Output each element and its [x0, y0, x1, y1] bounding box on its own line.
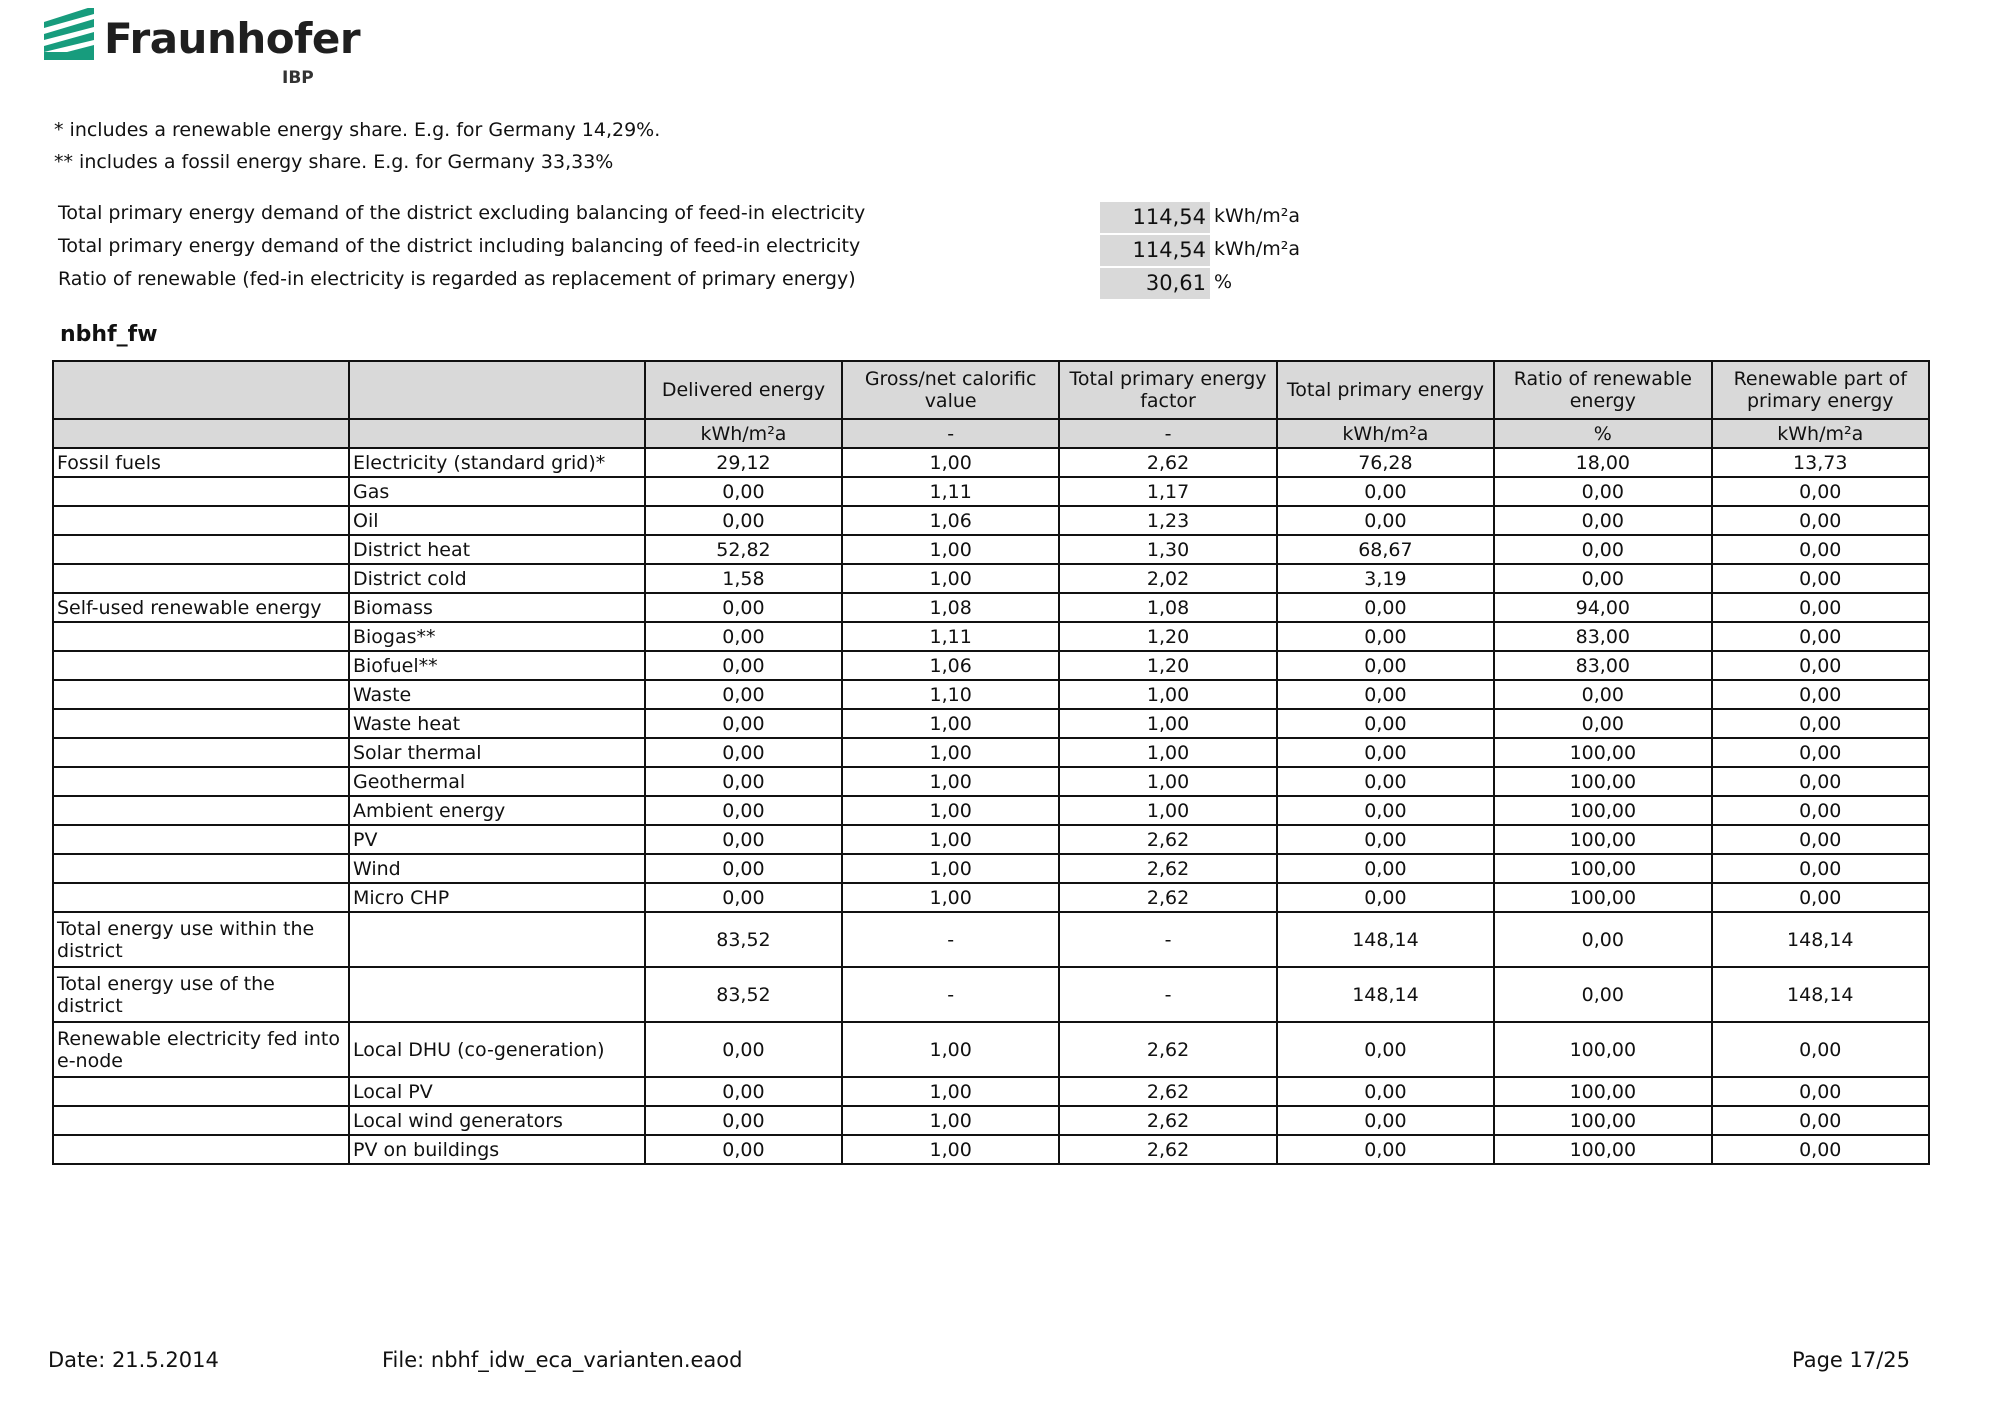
table-row	[53, 564, 1929, 593]
value-cell: 0,00	[645, 883, 842, 912]
energy-carrier-cell: Waste heat	[349, 709, 645, 738]
value-cell: 0,00	[645, 1022, 842, 1077]
energy-carrier-cell: Local wind generators	[349, 1106, 645, 1135]
value-cell: 1,10	[842, 680, 1059, 709]
value-cell: 83,52	[645, 912, 842, 967]
table-row	[53, 1135, 1929, 1164]
category-cell	[53, 651, 349, 680]
value-cell: 1,00	[842, 709, 1059, 738]
value-cell: 0,00	[645, 506, 842, 535]
value-cell: 0,00	[1494, 680, 1711, 709]
energy-carrier-cell: Gas	[349, 477, 645, 506]
value-cell: 0,00	[1277, 709, 1494, 738]
value-cell: 0,00	[1494, 709, 1711, 738]
value-cell: 100,00	[1494, 1106, 1711, 1135]
value-cell: 148,14	[1277, 912, 1494, 967]
unit-header: -	[1059, 419, 1276, 448]
energy-carrier-cell: Ambient energy	[349, 796, 645, 825]
value-cell: 52,82	[645, 535, 842, 564]
value-cell: 1,11	[842, 622, 1059, 651]
footnote-fossil-share: ** includes a fossil energy share. E.g. for Germany 33,33%	[54, 151, 614, 173]
value-cell: 0,00	[1712, 622, 1929, 651]
summary-unit: %	[1214, 271, 1233, 293]
category-cell	[53, 535, 349, 564]
value-cell: 0,00	[645, 854, 842, 883]
value-cell: 1,00	[1059, 680, 1276, 709]
footnote-renewable-share: * includes a renewable energy share. E.g. for Germany 14,29%.	[54, 119, 661, 141]
value-cell: 1,00	[842, 535, 1059, 564]
category-cell	[53, 622, 349, 651]
energy-table	[52, 360, 1930, 1165]
category-cell: Total energy use of the district	[53, 967, 349, 1022]
category-cell	[53, 1135, 349, 1164]
value-cell: 1,00	[842, 448, 1059, 477]
value-cell: 1,00	[842, 883, 1059, 912]
value-cell: 1,00	[842, 767, 1059, 796]
value-cell: 1,06	[842, 651, 1059, 680]
value-cell: 100,00	[1494, 1077, 1711, 1106]
value-cell: -	[842, 967, 1059, 1022]
value-cell: 0,00	[1494, 477, 1711, 506]
value-cell: 0,00	[645, 767, 842, 796]
summary-row-ratio	[58, 266, 1308, 299]
value-cell: 0,00	[1494, 912, 1711, 967]
value-cell: 1,11	[842, 477, 1059, 506]
category-cell	[53, 883, 349, 912]
column-header: Delivered energy	[645, 361, 842, 419]
value-cell: 0,00	[1712, 477, 1929, 506]
value-cell: 0,00	[1277, 1022, 1494, 1077]
energy-carrier-cell: Waste	[349, 680, 645, 709]
value-cell: 0,00	[1277, 883, 1494, 912]
value-cell: 148,14	[1712, 967, 1929, 1022]
column-header: Ratio of renewable energy	[1494, 361, 1711, 419]
summary-value: 114,54	[1100, 202, 1210, 233]
value-cell: 0,00	[1277, 622, 1494, 651]
category-cell	[53, 477, 349, 506]
unit-header: %	[1494, 419, 1711, 448]
energy-carrier-cell: Geothermal	[349, 767, 645, 796]
value-cell: 0,00	[1712, 883, 1929, 912]
value-cell: 2,62	[1059, 1135, 1276, 1164]
table-row	[53, 796, 1929, 825]
value-cell: 100,00	[1494, 825, 1711, 854]
category-cell	[53, 564, 349, 593]
value-cell: 1,00	[842, 1106, 1059, 1135]
table-row	[53, 912, 1929, 967]
summary-label: Total primary energy demand of the district excluding balancing of feed-in electricity	[58, 202, 866, 224]
table-body	[53, 448, 1929, 1164]
value-cell: 1,00	[1059, 709, 1276, 738]
unit-header: -	[842, 419, 1059, 448]
footer-page-number: Page 17/25	[1792, 1348, 1911, 1372]
value-cell: 0,00	[645, 593, 842, 622]
table-row	[53, 854, 1929, 883]
energy-carrier-cell: Local DHU (co-generation)	[349, 1022, 645, 1077]
category-cell	[53, 709, 349, 738]
value-cell: 1,00	[842, 1022, 1059, 1077]
value-cell: 0,00	[1712, 535, 1929, 564]
value-cell: 0,00	[1712, 1135, 1929, 1164]
table-row	[53, 622, 1929, 651]
summary-block	[58, 200, 1308, 299]
category-cell	[53, 825, 349, 854]
value-cell: 0,00	[1712, 825, 1929, 854]
value-cell: 100,00	[1494, 796, 1711, 825]
value-cell: 0,00	[645, 1106, 842, 1135]
value-cell: -	[1059, 912, 1276, 967]
value-cell: 0,00	[645, 738, 842, 767]
value-cell: 2,62	[1059, 1022, 1276, 1077]
unit-header: kWh/m²a	[1712, 419, 1929, 448]
column-header: Total primary energy	[1277, 361, 1494, 419]
column-header: Gross/net calorific value	[842, 361, 1059, 419]
summary-value: 114,54	[1100, 235, 1210, 266]
table-header-row	[53, 361, 1929, 419]
column-header	[349, 361, 645, 419]
value-cell: 1,00	[842, 1135, 1059, 1164]
value-cell: 0,00	[1712, 564, 1929, 593]
value-cell: 100,00	[1494, 854, 1711, 883]
value-cell: 0,00	[1712, 593, 1929, 622]
value-cell: 94,00	[1494, 593, 1711, 622]
energy-carrier-cell: Biofuel**	[349, 651, 645, 680]
value-cell: 100,00	[1494, 767, 1711, 796]
summary-label: Ratio of renewable (fed-in electricity is regarded as replacement of primary energy)	[58, 268, 856, 290]
value-cell: -	[1059, 967, 1276, 1022]
energy-carrier-cell: PV	[349, 825, 645, 854]
logo-name: Fraunhofer	[104, 14, 361, 63]
summary-row-excluding	[58, 200, 1308, 233]
energy-carrier-cell: Wind	[349, 854, 645, 883]
table-row	[53, 738, 1929, 767]
category-cell: Fossil fuels	[53, 448, 349, 477]
value-cell: 0,00	[645, 680, 842, 709]
value-cell: 0,00	[1712, 651, 1929, 680]
value-cell: 1,06	[842, 506, 1059, 535]
value-cell: 100,00	[1494, 1022, 1711, 1077]
energy-carrier-cell: District heat	[349, 535, 645, 564]
unit-header	[349, 419, 645, 448]
logo-subtitle: IBP	[282, 68, 314, 88]
category-cell	[53, 854, 349, 883]
value-cell: 0,00	[1277, 680, 1494, 709]
value-cell: 1,00	[842, 854, 1059, 883]
value-cell: 0,00	[1712, 738, 1929, 767]
value-cell: 0,00	[1712, 796, 1929, 825]
value-cell: 1,00	[842, 564, 1059, 593]
value-cell: 100,00	[1494, 1135, 1711, 1164]
value-cell: 0,00	[1277, 1106, 1494, 1135]
value-cell: 0,00	[1712, 767, 1929, 796]
value-cell: 100,00	[1494, 738, 1711, 767]
value-cell: 0,00	[1277, 1077, 1494, 1106]
category-cell	[53, 680, 349, 709]
value-cell: 1,00	[842, 796, 1059, 825]
table-row	[53, 825, 1929, 854]
value-cell: 0,00	[645, 709, 842, 738]
value-cell: 2,62	[1059, 448, 1276, 477]
value-cell: 0,00	[1277, 506, 1494, 535]
category-cell: Self-used renewable energy	[53, 593, 349, 622]
table-units-row	[53, 419, 1929, 448]
value-cell: 1,58	[645, 564, 842, 593]
category-cell: Total energy use within the district	[53, 912, 349, 967]
table-row	[53, 448, 1929, 477]
value-cell: 148,14	[1277, 967, 1494, 1022]
value-cell: 2,02	[1059, 564, 1276, 593]
value-cell: 68,67	[1277, 535, 1494, 564]
value-cell: 3,19	[1277, 564, 1494, 593]
energy-carrier-cell: Electricity (standard grid)*	[349, 448, 645, 477]
value-cell: 0,00	[1712, 1077, 1929, 1106]
category-cell	[53, 796, 349, 825]
value-cell: 1,30	[1059, 535, 1276, 564]
footnotes	[54, 114, 660, 178]
fraunhofer-logo-mark-icon	[44, 8, 94, 60]
column-header	[53, 361, 349, 419]
value-cell: 0,00	[1712, 1106, 1929, 1135]
energy-carrier-cell: Local PV	[349, 1077, 645, 1106]
table-row	[53, 651, 1929, 680]
category-cell	[53, 506, 349, 535]
value-cell: 0,00	[1277, 1135, 1494, 1164]
value-cell: 0,00	[1712, 506, 1929, 535]
energy-carrier-cell: Solar thermal	[349, 738, 645, 767]
value-cell: 1,23	[1059, 506, 1276, 535]
value-cell: 1,00	[1059, 738, 1276, 767]
value-cell: 0,00	[1494, 535, 1711, 564]
value-cell: 0,00	[1712, 854, 1929, 883]
value-cell: 1,00	[842, 1077, 1059, 1106]
value-cell: 83,52	[645, 967, 842, 1022]
value-cell: 0,00	[645, 622, 842, 651]
table-row	[53, 1106, 1929, 1135]
value-cell: 83,00	[1494, 651, 1711, 680]
value-cell: 0,00	[1277, 738, 1494, 767]
table-row	[53, 506, 1929, 535]
unit-header	[53, 419, 349, 448]
category-cell	[53, 1077, 349, 1106]
value-cell: 18,00	[1494, 448, 1711, 477]
footer-date: Date: 21.5.2014	[48, 1348, 219, 1372]
value-cell: 1,00	[1059, 767, 1276, 796]
energy-carrier-cell: Biogas**	[349, 622, 645, 651]
value-cell: 0,00	[1712, 1022, 1929, 1077]
energy-carrier-cell: Biomass	[349, 593, 645, 622]
summary-label: Total primary energy demand of the district including balancing of feed-in electricity	[58, 235, 861, 257]
energy-carrier-cell	[349, 912, 645, 967]
value-cell: 0,00	[1277, 477, 1494, 506]
summary-unit: kWh/m²a	[1214, 205, 1301, 227]
table-row	[53, 967, 1929, 1022]
fraunhofer-logo	[44, 8, 364, 92]
value-cell: 83,00	[1494, 622, 1711, 651]
value-cell: 1,00	[842, 738, 1059, 767]
value-cell: 0,00	[645, 651, 842, 680]
category-cell	[53, 767, 349, 796]
value-cell: 0,00	[1494, 967, 1711, 1022]
value-cell: 0,00	[645, 796, 842, 825]
value-cell: 0,00	[1712, 680, 1929, 709]
value-cell: 1,08	[1059, 593, 1276, 622]
summary-row-including	[58, 233, 1308, 266]
value-cell: 2,62	[1059, 854, 1276, 883]
value-cell: 1,17	[1059, 477, 1276, 506]
footer-file: File: nbhf_idw_eca_varianten.eaod	[382, 1348, 743, 1372]
value-cell: 0,00	[645, 477, 842, 506]
value-cell: 1,00	[842, 825, 1059, 854]
section-title: nbhf_fw	[60, 322, 158, 347]
value-cell: 1,20	[1059, 622, 1276, 651]
table-row	[53, 680, 1929, 709]
value-cell: 0,00	[645, 1077, 842, 1106]
value-cell: 0,00	[1277, 796, 1494, 825]
value-cell: 0,00	[1277, 651, 1494, 680]
value-cell: 0,00	[1277, 854, 1494, 883]
category-cell: Renewable electricity fed into e-node	[53, 1022, 349, 1077]
table-row	[53, 593, 1929, 622]
summary-value: 30,61	[1100, 268, 1210, 299]
value-cell: 0,00	[1494, 564, 1711, 593]
value-cell: 0,00	[1277, 767, 1494, 796]
value-cell: -	[842, 912, 1059, 967]
value-cell: 2,62	[1059, 1077, 1276, 1106]
value-cell: 2,62	[1059, 825, 1276, 854]
value-cell: 2,62	[1059, 883, 1276, 912]
column-header: Total primary energy factor	[1059, 361, 1276, 419]
value-cell: 1,00	[1059, 796, 1276, 825]
unit-header: kWh/m²a	[645, 419, 842, 448]
value-cell: 0,00	[645, 825, 842, 854]
value-cell: 0,00	[1712, 709, 1929, 738]
value-cell: 1,20	[1059, 651, 1276, 680]
energy-carrier-cell	[349, 967, 645, 1022]
table-row	[53, 1077, 1929, 1106]
value-cell: 100,00	[1494, 883, 1711, 912]
energy-carrier-cell: Micro CHP	[349, 883, 645, 912]
value-cell: 29,12	[645, 448, 842, 477]
value-cell: 13,73	[1712, 448, 1929, 477]
value-cell: 148,14	[1712, 912, 1929, 967]
table-row	[53, 883, 1929, 912]
value-cell: 0,00	[1277, 593, 1494, 622]
category-cell	[53, 1106, 349, 1135]
value-cell: 2,62	[1059, 1106, 1276, 1135]
table-row	[53, 709, 1929, 738]
energy-carrier-cell: District cold	[349, 564, 645, 593]
summary-unit: kWh/m²a	[1214, 238, 1301, 260]
value-cell: 0,00	[1277, 825, 1494, 854]
table-row	[53, 477, 1929, 506]
value-cell: 0,00	[645, 1135, 842, 1164]
table-row	[53, 767, 1929, 796]
energy-carrier-cell: Oil	[349, 506, 645, 535]
table-row	[53, 1022, 1929, 1077]
value-cell: 0,00	[1494, 506, 1711, 535]
column-header: Renewable part of primary energy	[1712, 361, 1929, 419]
value-cell: 1,08	[842, 593, 1059, 622]
unit-header: kWh/m²a	[1277, 419, 1494, 448]
category-cell	[53, 738, 349, 767]
energy-carrier-cell: PV on buildings	[349, 1135, 645, 1164]
value-cell: 76,28	[1277, 448, 1494, 477]
table-row	[53, 535, 1929, 564]
